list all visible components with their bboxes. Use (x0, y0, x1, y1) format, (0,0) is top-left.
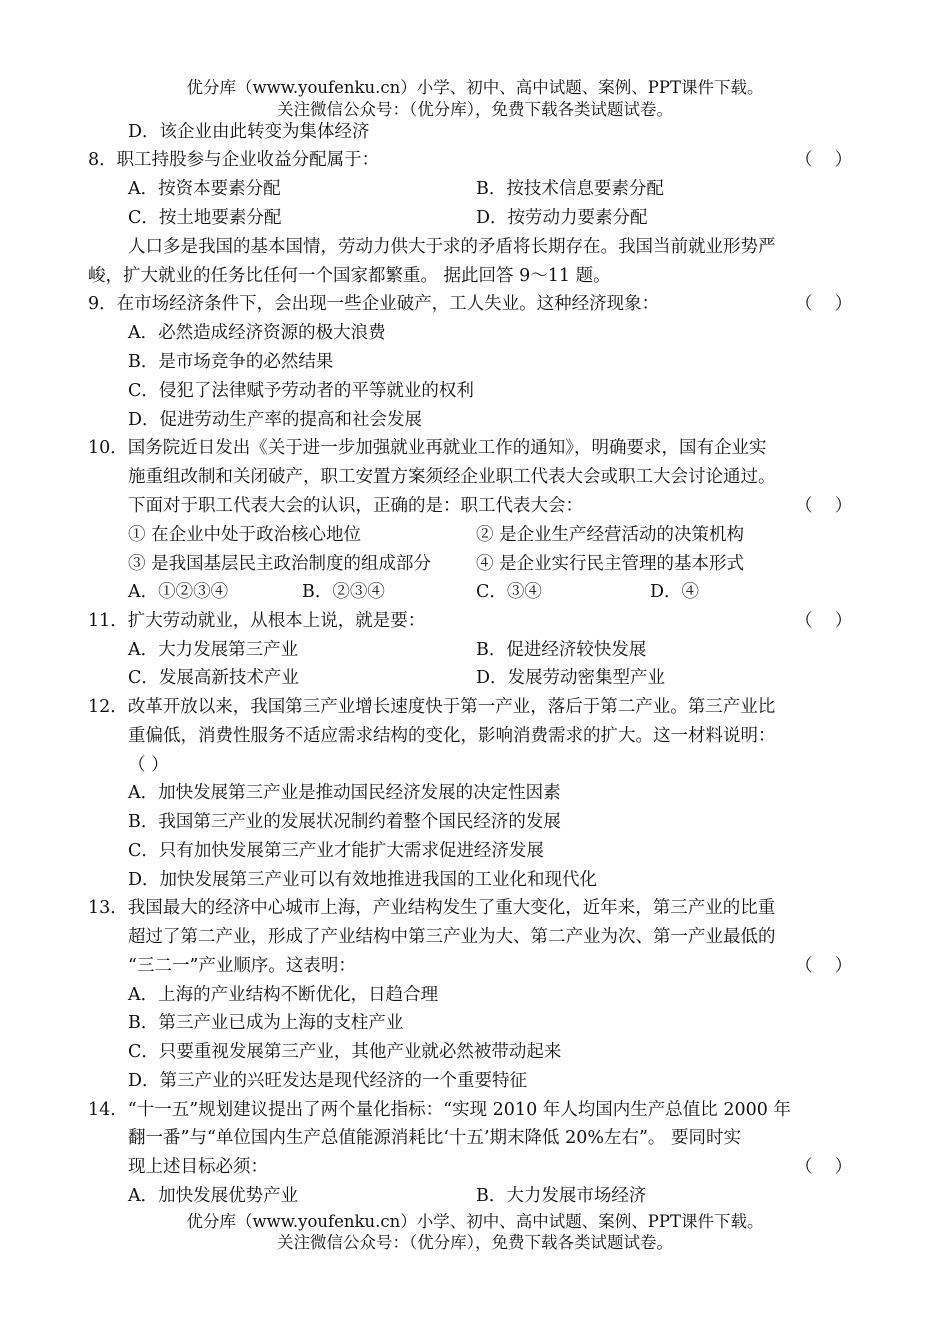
q9-option-d: D．促进劳动生产率的提高和社会发展 (128, 410, 423, 430)
q10-option-b: B．②③④ (302, 582, 385, 602)
q11-option-c: C．发展高新技术产业 (128, 668, 299, 688)
q8-stem: 8．职工持股参与企业收益分配属于： (88, 150, 380, 170)
q8-answer-paren: （ ） (795, 150, 853, 170)
q10-line-3: 下面对于职工代表大会的认识，正确的是：职工代表大会： (128, 496, 583, 516)
q13-option-d: D．第三产业的兴旺发达是现代经济的一个重要特征 (128, 1071, 528, 1091)
header-line-1: 优分库（www.youfenku.cn）小学、初中、高中试题、案例、PPT课件下载。 (186, 78, 764, 97)
q11-option-d: D．发展劳动密集型产业 (476, 668, 666, 688)
q10-option-c: C．③④ (476, 582, 542, 602)
q12-answer-paren: （ ） (128, 755, 169, 775)
q10-item-4: ④ 是企业实行民主管理的基本形式 (476, 554, 745, 574)
q10-item-2: ② 是企业生产经营活动的决策机构 (476, 525, 745, 545)
intro-line-2: 峻，扩大就业的任务比任何一个国家都繁重。 据此回答 9～11 题。 (88, 266, 611, 286)
q12-option-d: D．加快发展第三产业可以有效地推进我国的工业化和现代化 (128, 870, 598, 890)
q8-option-b: B．按技术信息要素分配 (476, 179, 664, 199)
q13-option-a: A．上海的产业结构不断优化，日趋合理 (128, 985, 439, 1005)
q10-line-2: 施重组改制和关闭破产，职工安置方案须经企业职工代表大会或职工大会讨论通过。 (128, 467, 776, 487)
q11-stem: 11．扩大劳动就业，从根本上说，就是要： (88, 611, 426, 631)
q12-option-c: C．只有加快发展第三产业才能扩大需求促进经济发展 (128, 841, 544, 861)
q11-option-b: B．促进经济较快发展 (476, 640, 647, 660)
q14-answer-paren: （ ） (795, 1157, 853, 1177)
q12-option-b: B．我国第三产业的发展状况制约着整个国民经济的发展 (128, 812, 561, 832)
q11-option-a: A．大力发展第三产业 (128, 640, 299, 660)
q13-line-2: 超过了第二产业，形成了产业结构中第三产业为大、第二产业为次、第一产业最低的 (128, 927, 776, 947)
q9-stem: 9．在市场经济条件下，会出现一些企业破产，工人失业。这种经济现象： (88, 294, 660, 314)
q11-answer-paren: （ ） (795, 611, 853, 631)
q12-line-2: 重偏低，消费性服务不适应需求结构的变化，影响消费需求的扩大。这一材料说明： (128, 726, 776, 746)
footer-line-2: 关注微信公众号：（优分库），免费下载各类试题试卷。 (277, 1233, 673, 1252)
q9-option-c: C．侵犯了法律赋予劳动者的平等就业的权利 (128, 381, 474, 401)
header-line-2: 关注微信公众号：（优分库），免费下载各类试题试卷。 (277, 100, 673, 119)
q14-line-1: 14．“十一五”规划建议提出了两个量化指标：“实现 2010 年人均国内生产总值比 2000 年 (88, 1100, 791, 1120)
q13-option-b: B．第三产业已成为上海的支柱产业 (128, 1013, 404, 1033)
q10-option-d: D．④ (650, 582, 700, 602)
q14-option-a: A．加快发展优势产业 (128, 1186, 299, 1206)
q10-item-1: ① 在企业中处于政治核心地位 (128, 525, 362, 545)
footer-line-1: 优分库（www.youfenku.cn）小学、初中、高中试题、案例、PPT课件下载。 (186, 1212, 764, 1231)
q13-option-c: C．只要重视发展第三产业，其他产业就必然被带动起来 (128, 1042, 562, 1062)
q14-option-b: B．大力发展市场经济 (476, 1186, 647, 1206)
q12-option-a: A．加快发展第三产业是推动国民经济发展的决定性因素 (128, 783, 561, 803)
q13-line-3: “三二一”产业顺序。这表明： (128, 956, 356, 976)
q13-answer-paren: （ ） (795, 956, 853, 976)
q9-option-b: B．是市场竞争的必然结果 (128, 352, 334, 372)
q9-option-a: A．必然造成经济资源的极大浪费 (128, 323, 386, 343)
q13-line-1: 13．我国最大的经济中心城市上海，产业结构发生了重大变化，近年来，第三产业的比重 (88, 898, 776, 918)
q8-option-a: A．按资本要素分配 (128, 179, 281, 199)
q14-line-2: 翻一番”与“单位国内生产总值能源消耗比‘十五’期末降低 20%左右”。 要同时实 (128, 1128, 741, 1148)
q9-answer-paren: （ ） (795, 294, 853, 314)
q14-line-3: 现上述目标必须： (128, 1157, 268, 1177)
q7-option-d: D．该企业由此转变为集体经济 (128, 122, 370, 142)
q10-answer-paren: （ ） (795, 496, 853, 516)
q12-line-1: 12．改革开放以来，我国第三产业增长速度快于第一产业，落后于第二产业。第三产业比 (88, 697, 776, 717)
q10-option-a: A．①②③④ (128, 582, 229, 602)
intro-line-1: 人口多是我国的基本国情，劳动力供大于求的矛盾将长期存在。我国当前就业形势严 (128, 237, 776, 257)
q10-line-1: 10．国务院近日发出《关于进一步加强就业再就业工作的通知》，明确要求，国有企业实 (88, 438, 767, 458)
q8-option-c: C．按土地要素分配 (128, 208, 282, 228)
q8-option-d: D．按劳动力要素分配 (476, 208, 648, 228)
q10-item-3: ③ 是我国基层民主政治制度的组成部分 (128, 554, 432, 574)
